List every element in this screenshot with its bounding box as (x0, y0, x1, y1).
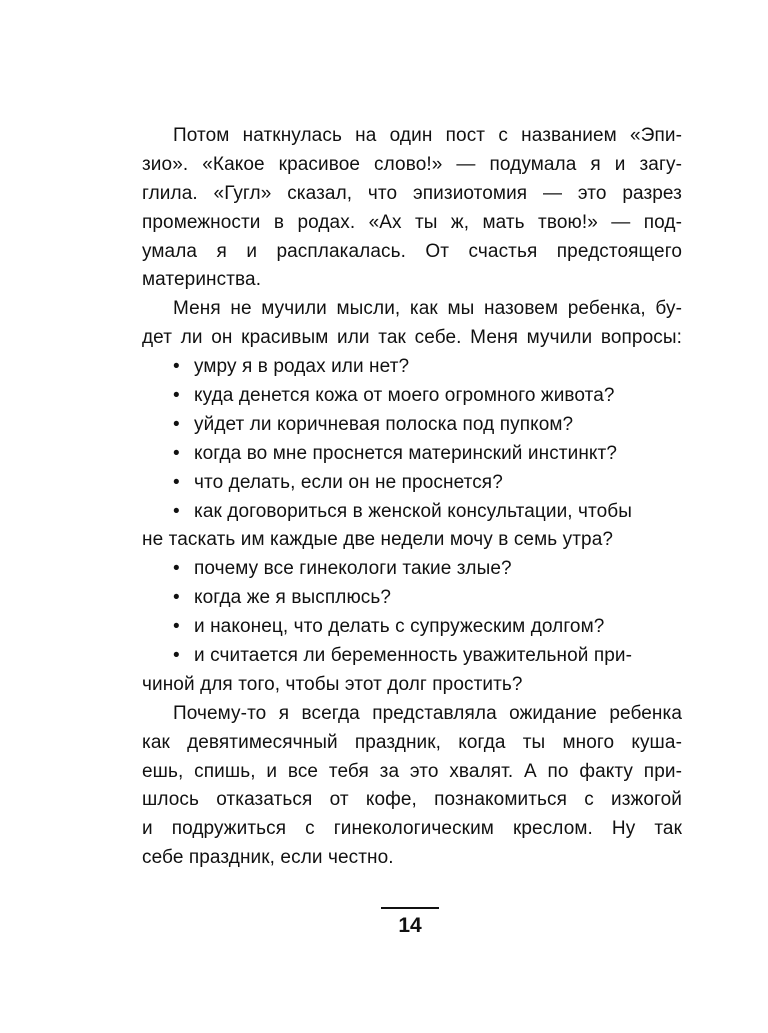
bullet-icon: • (173, 587, 180, 609)
bullet-icon: • (173, 616, 180, 638)
text-line: себе праздник, если честно. (142, 847, 394, 869)
list-item (142, 411, 682, 440)
bullet-icon: • (173, 645, 180, 667)
text-line: материнства. (142, 269, 262, 291)
page-number: 14 (398, 914, 422, 937)
text-line: ешь, спишь, и все тебя за это хвалят. А по факту при- (142, 760, 682, 782)
list-item-continuation: чиной для того, чтобы этот долг простить? (142, 673, 523, 695)
list-item (142, 642, 682, 671)
bullet-icon: • (173, 356, 180, 378)
list-item (142, 584, 682, 613)
bullet-icon: • (173, 558, 180, 580)
text-line: глила. «Гугл» сказал, что эпизиотомия — это разрез (142, 182, 682, 204)
text-line: умала я и расплакалась. От счастья предстоящего (142, 240, 682, 262)
paragraph-1 (142, 122, 682, 295)
list-item (142, 555, 682, 584)
footer-rule (381, 907, 439, 909)
paragraph-3 (142, 700, 682, 873)
question-list (142, 353, 682, 700)
list-item-text: уйдет ли коричневая полоска под пупком? (194, 413, 574, 435)
text-line: шлось отказаться от кофе, познакомиться с изжогой (142, 789, 682, 811)
list-item-text: почему все гинекологи такие злые? (194, 558, 512, 580)
list-item-text: куда денется кожа от моего огромного живота? (194, 385, 615, 407)
bullet-icon: • (173, 413, 180, 435)
text-line: зио». «Какое красивое слово!» — подумала я и загу- (142, 153, 682, 175)
text-line: Потом наткнулась на один пост с названием «Эпи- (173, 125, 682, 146)
bullet-icon: • (173, 500, 180, 522)
text-line: Меня не мучили мысли, как мы назовем ребенка, бу- (173, 298, 682, 320)
list-item (142, 353, 682, 382)
list-item-text: умру я в родах или нет? (194, 356, 410, 378)
list-item-text: когда же я высплюсь? (194, 587, 392, 609)
list-item-text: как договориться в женской консультации, чтобы (194, 500, 633, 522)
list-item-continuation: не таскать им каждые две недели мочу в семь утра? (142, 529, 614, 551)
text-line: и подружиться с гинекологическим креслом. Ну так (142, 818, 682, 840)
list-item (142, 469, 682, 498)
list-item-text: и наконец, что делать с супружеским долгом? (194, 616, 605, 638)
list-item-text: когда во мне проснется материнский инстинкт? (194, 442, 618, 464)
list-item-text: что делать, если он не проснется? (194, 471, 503, 493)
list-item (142, 440, 682, 469)
text-line: промежности в родах. «Ах ты ж, мать твою!» — под- (142, 211, 682, 233)
list-item-text: и считается ли беременность уважительной при- (194, 645, 633, 667)
body-text (142, 122, 682, 873)
paragraph-2 (142, 295, 682, 353)
bullet-icon: • (173, 385, 180, 407)
bullet-icon: • (173, 442, 180, 464)
list-item (142, 613, 682, 642)
text-line: Почему-то я всегда представляла ожидание ребенка (173, 702, 682, 724)
bullet-icon: • (173, 471, 180, 493)
text-line: дет ли он красивым или так себе. Меня мучили вопросы: (142, 327, 682, 349)
text-line: как девятимесячный праздник, когда ты много куша- (142, 731, 682, 753)
list-item (142, 498, 682, 527)
list-item (142, 382, 682, 411)
